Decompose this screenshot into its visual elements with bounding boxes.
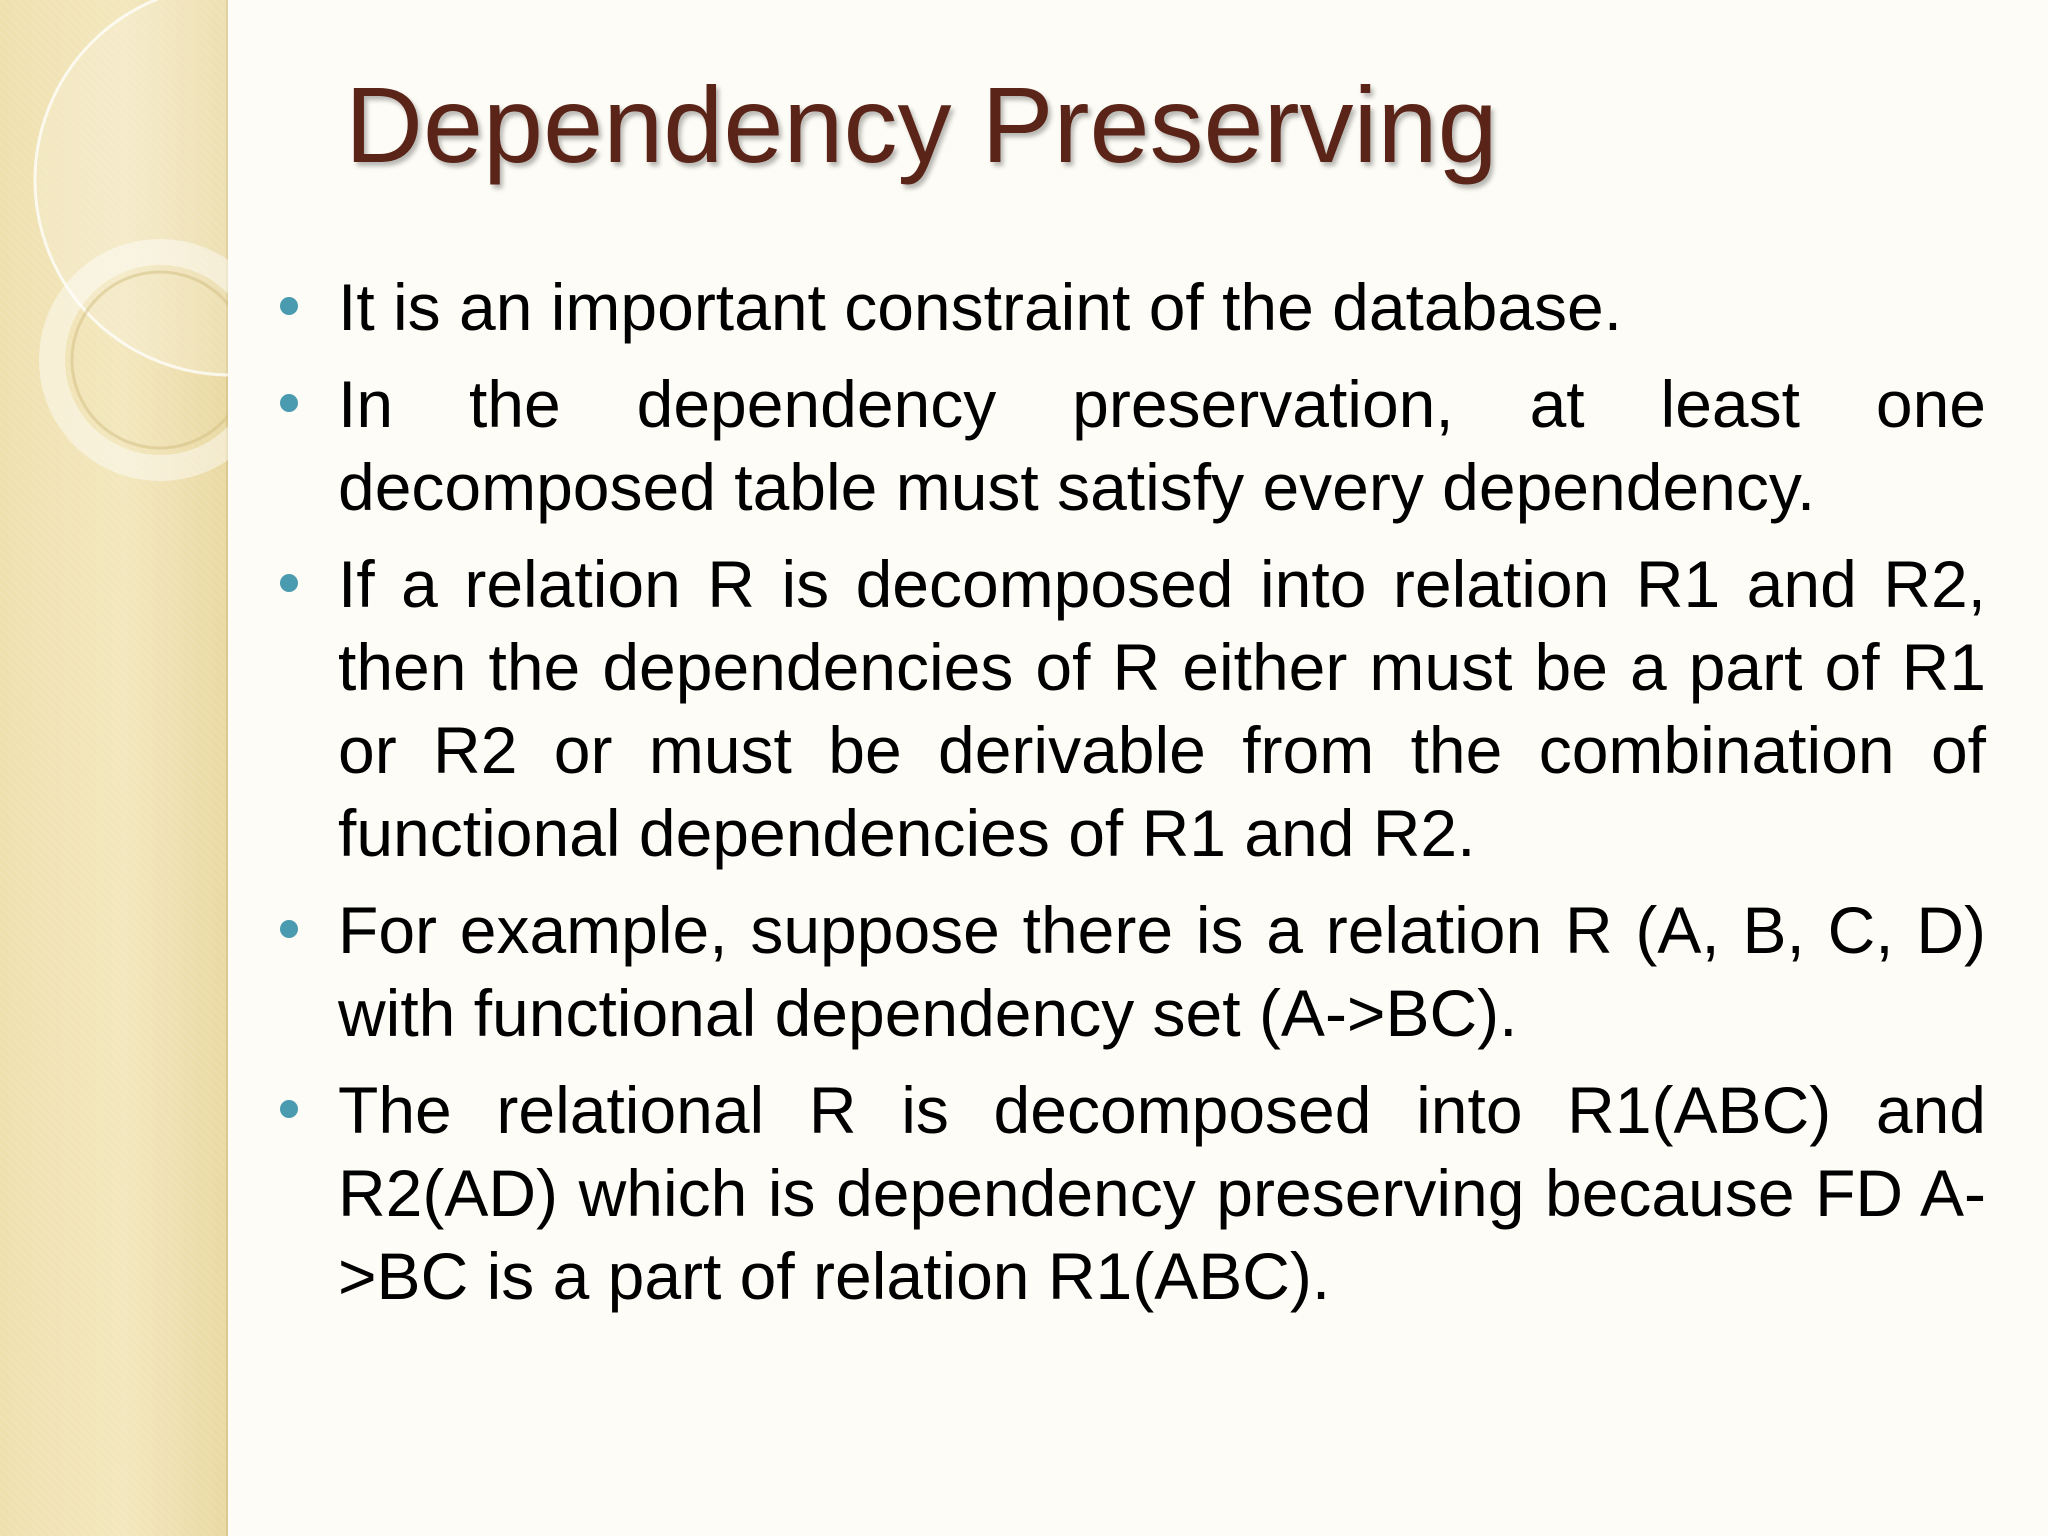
- bullet-text: For example, suppose there is a relation R (A, B, C, D) with functional dependency set (A->BC).: [338, 893, 1986, 1050]
- decorative-sidebar: [0, 0, 228, 1536]
- bullet-item: [280, 543, 1986, 875]
- bullet-item: [280, 363, 1986, 529]
- bullet-item: [280, 1069, 1986, 1318]
- bullet-text: The relational R is decomposed into R1(ABC) and R2(AD) which is dependency preserving because FD A->BC is a part of relation R1(ABC).: [338, 1073, 1986, 1313]
- bullet-dot-icon: [280, 394, 298, 412]
- decorative-circles-icon: [0, 0, 228, 520]
- bullet-text: If a relation R is decomposed into relation R1 and R2, then the dependencies of R either must be a part of R1 or R2 or must be derivable from the combination of functional dependencies of R1 and R2.: [338, 547, 1986, 870]
- bullet-dot-icon: [280, 297, 298, 315]
- bullet-text: In the dependency preservation, at least one decomposed table must satisfy every dependency.: [338, 367, 1986, 524]
- slide-title: Dependency Preserving: [345, 64, 1498, 185]
- bullet-dot-icon: [280, 1100, 298, 1118]
- bullet-dot-icon: [280, 920, 298, 938]
- bullet-text: It is an important constraint of the database.: [338, 270, 1623, 344]
- bullet-item: [280, 266, 1986, 349]
- bullet-dot-icon: [280, 574, 298, 592]
- bullet-item: [280, 889, 1986, 1055]
- bullet-list: [280, 266, 1986, 1332]
